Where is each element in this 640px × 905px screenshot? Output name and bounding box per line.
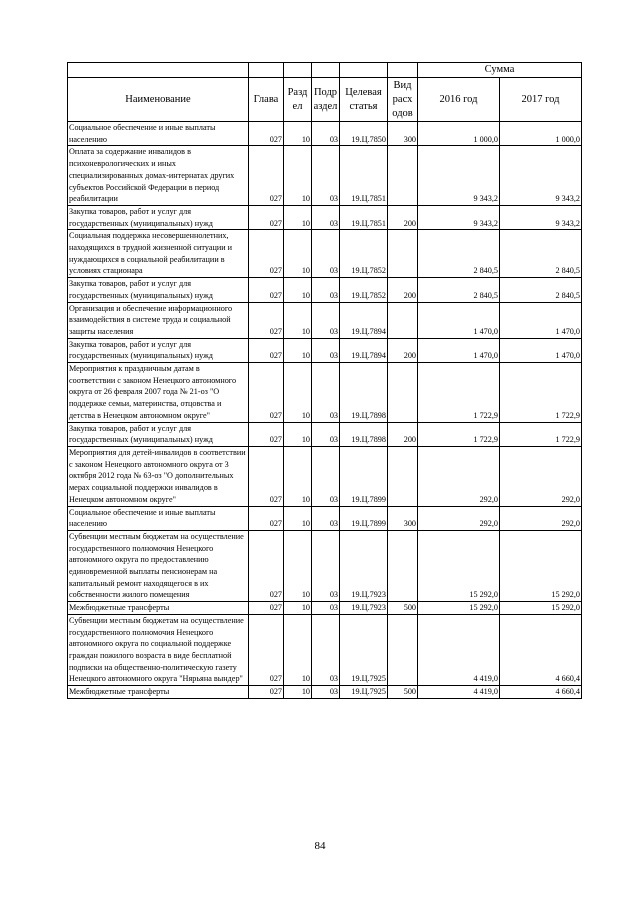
cell-2017: 292,0 (500, 506, 582, 530)
header-summa: Сумма (418, 63, 582, 78)
cell-glava: 027 (249, 338, 284, 362)
table-row (68, 338, 582, 362)
cell-name: Закупка товаров, работ и услуг для государственных (муниципальных) нужд (68, 278, 249, 302)
cell-razdel: 10 (284, 122, 312, 146)
cell-article: 19.Ц.7852 (340, 230, 388, 278)
cell-vid: 200 (388, 205, 418, 229)
cell-name: Организация и обеспечение информационного взаимодействия в системе труда и социальной защиты населения (68, 302, 249, 338)
cell-name: Мероприятия для детей-инвалидов в соответствии с законом Ненецкого автономного округа от 3 октября 2012 года № 63-оз "О дополнительных мерах социальной поддержки инвалидов в Ненецком автономном округе" (68, 446, 249, 506)
cell-razdel: 10 (284, 686, 312, 699)
header-row-top (68, 63, 582, 78)
cell-article: 19.Ц.7899 (340, 446, 388, 506)
cell-podrazdel: 03 (312, 446, 340, 506)
cell-2016: 1 470,0 (418, 302, 500, 338)
table-row (68, 146, 582, 206)
cell-article: 19.Ц.7851 (340, 146, 388, 206)
cell-2016: 2 840,5 (418, 278, 500, 302)
cell-podrazdel: 03 (312, 602, 340, 615)
cell-article: 19.Ц.7923 (340, 602, 388, 615)
cell-razdel: 10 (284, 602, 312, 615)
cell-article: 19.Ц.7899 (340, 506, 388, 530)
cell-razdel: 10 (284, 614, 312, 685)
cell-glava: 027 (249, 363, 284, 423)
cell-article: 19.Ц.7850 (340, 122, 388, 146)
cell-name: Субвенции местным бюджетам на осуществление государственного полномочия Ненецкого автономного округа по социальной поддержке граждан пожилого возраста в виде бесплатной подписки на общественно-политическую газету Ненецкого автономного округа "Нярьяна вындер" (68, 614, 249, 685)
cell-name: Социальная поддержка несовершеннолетних, находящихся в трудной жизненной ситуации и нуждающихся в социальной реабилитации в условиях стационара (68, 230, 249, 278)
cell-2017: 292,0 (500, 446, 582, 506)
cell-2016: 15 292,0 (418, 602, 500, 615)
header-razdel: Разд ел (284, 78, 312, 122)
cell-razdel: 10 (284, 230, 312, 278)
cell-vid (388, 302, 418, 338)
cell-2016: 9 343,2 (418, 146, 500, 206)
table-row (68, 302, 582, 338)
cell-glava: 027 (249, 422, 284, 446)
cell-vid (388, 614, 418, 685)
cell-glava: 027 (249, 302, 284, 338)
cell-2016: 1 000,0 (418, 122, 500, 146)
cell-razdel: 10 (284, 422, 312, 446)
cell-razdel: 10 (284, 530, 312, 601)
cell-name: Мероприятия к праздничным датам в соответствии с законом Ненецкого автономного округа от 26 февраля 2007 года № 21-оз "О поддержке семьи, материнства, отцовства и детства в Ненецком автономном округе" (68, 363, 249, 423)
table-row (68, 446, 582, 506)
cell-2016: 4 419,0 (418, 614, 500, 685)
cell-2017: 9 343,2 (500, 146, 582, 206)
cell-2017: 15 292,0 (500, 530, 582, 601)
cell-vid: 500 (388, 602, 418, 615)
table-row (68, 230, 582, 278)
cell-vid: 300 (388, 122, 418, 146)
cell-name: Закупка товаров, работ и услуг для государственных (муниципальных) нужд (68, 338, 249, 362)
table-row (68, 122, 582, 146)
cell-razdel: 10 (284, 205, 312, 229)
cell-podrazdel: 03 (312, 614, 340, 685)
cell-glava: 027 (249, 446, 284, 506)
cell-glava: 027 (249, 205, 284, 229)
cell-article: 19.Ц.7923 (340, 530, 388, 601)
cell-2017: 1 470,0 (500, 338, 582, 362)
cell-2016: 1 722,9 (418, 422, 500, 446)
cell-podrazdel: 03 (312, 506, 340, 530)
cell-article: 19.Ц.7925 (340, 614, 388, 685)
cell-2017: 2 840,5 (500, 278, 582, 302)
cell-razdel: 10 (284, 302, 312, 338)
cell-vid (388, 230, 418, 278)
cell-razdel: 10 (284, 338, 312, 362)
header-vid: Вид расх одов (388, 78, 418, 122)
cell-name: Закупка товаров, работ и услуг для государственных (муниципальных) нужд (68, 205, 249, 229)
cell-article: 19.Ц.7925 (340, 686, 388, 699)
cell-vid: 200 (388, 422, 418, 446)
cell-vid: 500 (388, 686, 418, 699)
cell-article: 19.Ц.7852 (340, 278, 388, 302)
cell-glava: 027 (249, 278, 284, 302)
cell-name: Субвенции местным бюджетам на осуществление государственного полномочия Ненецкого автономного округа по предоставлению единовременной выплаты пенсионерам на капитальный ремонт находящегося в их собственности жилого помещения (68, 530, 249, 601)
cell-razdel: 10 (284, 363, 312, 423)
cell-2016: 1 722,9 (418, 363, 500, 423)
cell-podrazdel: 03 (312, 338, 340, 362)
table-row (68, 506, 582, 530)
cell-glava: 027 (249, 122, 284, 146)
cell-article: 19.Ц.7898 (340, 363, 388, 423)
table-row (68, 363, 582, 423)
cell-vid (388, 446, 418, 506)
cell-2016: 292,0 (418, 446, 500, 506)
cell-glava: 027 (249, 686, 284, 699)
cell-podrazdel: 03 (312, 363, 340, 423)
cell-2016: 1 470,0 (418, 338, 500, 362)
cell-vid (388, 363, 418, 423)
cell-glava: 027 (249, 614, 284, 685)
cell-razdel: 10 (284, 506, 312, 530)
cell-vid: 200 (388, 338, 418, 362)
table-row (68, 614, 582, 685)
cell-podrazdel: 03 (312, 530, 340, 601)
cell-razdel: 10 (284, 446, 312, 506)
table-row (68, 278, 582, 302)
table-row (68, 602, 582, 615)
cell-2017: 15 292,0 (500, 602, 582, 615)
header-2017: 2017 год (500, 78, 582, 122)
cell-2017: 4 660,4 (500, 686, 582, 699)
cell-name: Социальное обеспечение и иные выплаты населению (68, 122, 249, 146)
cell-razdel: 10 (284, 146, 312, 206)
cell-glava: 027 (249, 230, 284, 278)
cell-2017: 9 343,2 (500, 205, 582, 229)
cell-podrazdel: 03 (312, 122, 340, 146)
cell-name: Межбюджетные трансферты (68, 686, 249, 699)
cell-razdel: 10 (284, 278, 312, 302)
cell-glava: 027 (249, 506, 284, 530)
cell-podrazdel: 03 (312, 230, 340, 278)
cell-vid: 200 (388, 278, 418, 302)
cell-name: Оплата за содержание инвалидов в психоневрологических и иных специализированных домах-интернатах других субъектов Российской Федерации в период реабилитации (68, 146, 249, 206)
cell-vid: 300 (388, 506, 418, 530)
cell-2017: 1 470,0 (500, 302, 582, 338)
cell-2016: 292,0 (418, 506, 500, 530)
cell-2017: 2 840,5 (500, 230, 582, 278)
cell-article: 19.Ц.7851 (340, 205, 388, 229)
cell-name: Социальное обеспечение и иные выплаты населению (68, 506, 249, 530)
cell-name: Межбюджетные трансферты (68, 602, 249, 615)
cell-podrazdel: 03 (312, 302, 340, 338)
cell-article: 19.Ц.7898 (340, 422, 388, 446)
table-row (68, 686, 582, 699)
header-2016: 2016 год (418, 78, 500, 122)
header-article: Целевая статья (340, 78, 388, 122)
cell-glava: 027 (249, 146, 284, 206)
cell-podrazdel: 03 (312, 205, 340, 229)
budget-table (67, 62, 582, 699)
header-row (68, 78, 582, 122)
cell-glava: 027 (249, 530, 284, 601)
header-podrazdel: Подр аздел (312, 78, 340, 122)
cell-2017: 1 000,0 (500, 122, 582, 146)
table-row (68, 205, 582, 229)
cell-name: Закупка товаров, работ и услуг для государственных (муниципальных) нужд (68, 422, 249, 446)
header-glava: Глава (249, 78, 284, 122)
cell-2017: 4 660,4 (500, 614, 582, 685)
cell-podrazdel: 03 (312, 278, 340, 302)
table-row (68, 530, 582, 601)
cell-article: 19.Ц.7894 (340, 338, 388, 362)
cell-podrazdel: 03 (312, 686, 340, 699)
cell-2016: 9 343,2 (418, 205, 500, 229)
table-body (68, 122, 582, 699)
cell-podrazdel: 03 (312, 146, 340, 206)
cell-article: 19.Ц.7894 (340, 302, 388, 338)
table-row (68, 422, 582, 446)
cell-2016: 2 840,5 (418, 230, 500, 278)
cell-glava: 027 (249, 602, 284, 615)
cell-2017: 1 722,9 (500, 363, 582, 423)
header-name: Наименование (68, 78, 249, 122)
cell-podrazdel: 03 (312, 422, 340, 446)
cell-2016: 4 419,0 (418, 686, 500, 699)
cell-vid (388, 146, 418, 206)
cell-2017: 1 722,9 (500, 422, 582, 446)
cell-2016: 15 292,0 (418, 530, 500, 601)
cell-vid (388, 530, 418, 601)
page-number: 84 (314, 840, 326, 852)
